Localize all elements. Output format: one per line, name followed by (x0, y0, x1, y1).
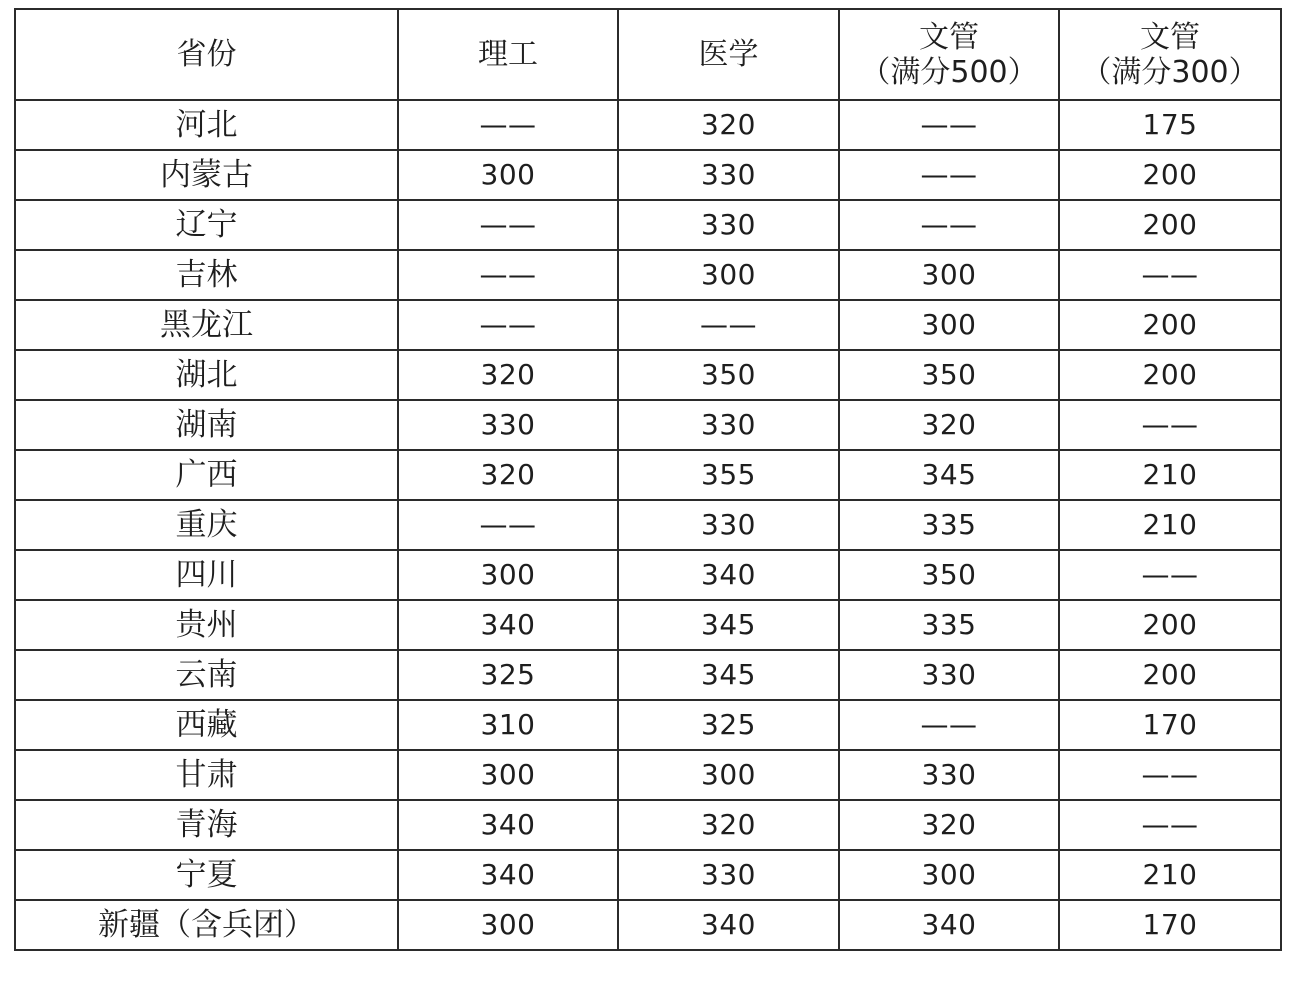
province-cell: 湖南 (15, 400, 398, 450)
science-engineering-cell: 320 (398, 450, 618, 500)
header-arts-management-300 (1059, 9, 1281, 100)
arts-management-300-cell: 200 (1059, 600, 1281, 650)
header-science-engineering (398, 9, 618, 100)
province-cell: 甘肃 (15, 750, 398, 800)
arts-management-500-cell: 330 (839, 750, 1059, 800)
table-row (15, 800, 1281, 850)
table-row (15, 600, 1281, 650)
arts-management-500-cell: 350 (839, 350, 1059, 400)
arts-management-500-cell: 300 (839, 300, 1059, 350)
table-row (15, 850, 1281, 900)
table-row (15, 650, 1281, 700)
header-arts-management-500 (839, 9, 1059, 100)
medicine-cell: 330 (618, 500, 839, 550)
province-cell: 内蒙古 (15, 150, 398, 200)
arts-management-300-cell: 210 (1059, 450, 1281, 500)
province-cell: 河北 (15, 100, 398, 150)
header-arts-management-500-label: 文管 (919, 19, 979, 55)
science-engineering-cell: 320 (398, 350, 618, 400)
province-cell: 广西 (15, 450, 398, 500)
table-row (15, 300, 1281, 350)
province-cell: 云南 (15, 650, 398, 700)
medicine-cell: 340 (618, 900, 839, 950)
medicine-cell: 330 (618, 150, 839, 200)
header-medicine (618, 9, 839, 100)
province-cell: 青海 (15, 800, 398, 850)
arts-management-500-cell: 320 (839, 400, 1059, 450)
arts-management-300-cell: 170 (1059, 700, 1281, 750)
science-engineering-cell: —— (398, 100, 618, 150)
table-row (15, 700, 1281, 750)
header-province (15, 9, 398, 100)
science-engineering-cell: 340 (398, 600, 618, 650)
arts-management-300-cell: 210 (1059, 850, 1281, 900)
arts-management-300-cell: 170 (1059, 900, 1281, 950)
arts-management-300-cell: —— (1059, 750, 1281, 800)
arts-management-300-cell: 200 (1059, 650, 1281, 700)
science-engineering-cell: 300 (398, 150, 618, 200)
science-engineering-cell: 300 (398, 550, 618, 600)
medicine-cell: 330 (618, 400, 839, 450)
header-science-engineering-label: 理工 (478, 37, 538, 72)
science-engineering-cell: 330 (398, 400, 618, 450)
province-cell: 新疆（含兵团） (15, 900, 398, 950)
arts-management-500-cell: 320 (839, 800, 1059, 850)
medicine-cell: —— (618, 300, 839, 350)
province-cell: 四川 (15, 550, 398, 600)
arts-management-500-cell: —— (839, 100, 1059, 150)
arts-management-500-cell: 345 (839, 450, 1059, 500)
province-cell: 贵州 (15, 600, 398, 650)
header-arts-management-500-note: （满分500） (860, 54, 1038, 90)
medicine-cell: 325 (618, 700, 839, 750)
province-cell: 吉林 (15, 250, 398, 300)
header-row (15, 9, 1281, 100)
province-cell: 湖北 (15, 350, 398, 400)
arts-management-300-cell: 175 (1059, 100, 1281, 150)
arts-management-500-cell: —— (839, 700, 1059, 750)
science-engineering-cell: —— (398, 200, 618, 250)
medicine-cell: 345 (618, 650, 839, 700)
table-header (15, 9, 1281, 100)
medicine-cell: 330 (618, 200, 839, 250)
arts-management-500-cell: 330 (839, 650, 1059, 700)
arts-management-300-cell: 210 (1059, 500, 1281, 550)
table-row (15, 100, 1281, 150)
medicine-cell: 300 (618, 750, 839, 800)
arts-management-500-cell: —— (839, 200, 1059, 250)
table-row (15, 900, 1281, 950)
science-engineering-cell: 300 (398, 900, 618, 950)
province-cell: 宁夏 (15, 850, 398, 900)
medicine-cell: 350 (618, 350, 839, 400)
science-engineering-cell: —— (398, 250, 618, 300)
score-table-container (14, 8, 1282, 951)
science-engineering-cell: —— (398, 300, 618, 350)
table-row (15, 200, 1281, 250)
medicine-cell: 320 (618, 800, 839, 850)
arts-management-500-cell: —— (839, 150, 1059, 200)
table-row (15, 350, 1281, 400)
province-cell: 西藏 (15, 700, 398, 750)
header-arts-management-300-label: 文管 (1140, 19, 1200, 55)
arts-management-300-cell: —— (1059, 550, 1281, 600)
arts-management-300-cell: 200 (1059, 150, 1281, 200)
arts-management-300-cell: —— (1059, 400, 1281, 450)
arts-management-300-cell: 200 (1059, 200, 1281, 250)
province-cell: 重庆 (15, 500, 398, 550)
science-engineering-cell: 340 (398, 800, 618, 850)
header-arts-management-300-note: （满分300） (1081, 54, 1259, 90)
score-table (14, 8, 1282, 951)
header-province-label: 省份 (176, 37, 237, 72)
header-medicine-label: 医学 (698, 37, 759, 72)
province-cell: 黑龙江 (15, 300, 398, 350)
arts-management-300-cell: 200 (1059, 300, 1281, 350)
arts-management-300-cell: —— (1059, 800, 1281, 850)
science-engineering-cell: 310 (398, 700, 618, 750)
arts-management-500-cell: 335 (839, 600, 1059, 650)
medicine-cell: 340 (618, 550, 839, 600)
arts-management-500-cell: 335 (839, 500, 1059, 550)
table-row (15, 150, 1281, 200)
table-body (15, 100, 1281, 950)
medicine-cell: 355 (618, 450, 839, 500)
science-engineering-cell: 340 (398, 850, 618, 900)
province-cell: 辽宁 (15, 200, 398, 250)
medicine-cell: 330 (618, 850, 839, 900)
arts-management-500-cell: 300 (839, 250, 1059, 300)
science-engineering-cell: 300 (398, 750, 618, 800)
science-engineering-cell: —— (398, 500, 618, 550)
table-row (15, 250, 1281, 300)
table-row (15, 500, 1281, 550)
table-row (15, 750, 1281, 800)
table-row (15, 400, 1281, 450)
arts-management-300-cell: —— (1059, 250, 1281, 300)
table-row (15, 550, 1281, 600)
science-engineering-cell: 325 (398, 650, 618, 700)
arts-management-300-cell: 200 (1059, 350, 1281, 400)
arts-management-500-cell: 340 (839, 900, 1059, 950)
medicine-cell: 300 (618, 250, 839, 300)
medicine-cell: 320 (618, 100, 839, 150)
arts-management-500-cell: 300 (839, 850, 1059, 900)
medicine-cell: 345 (618, 600, 839, 650)
arts-management-500-cell: 350 (839, 550, 1059, 600)
table-row (15, 450, 1281, 500)
